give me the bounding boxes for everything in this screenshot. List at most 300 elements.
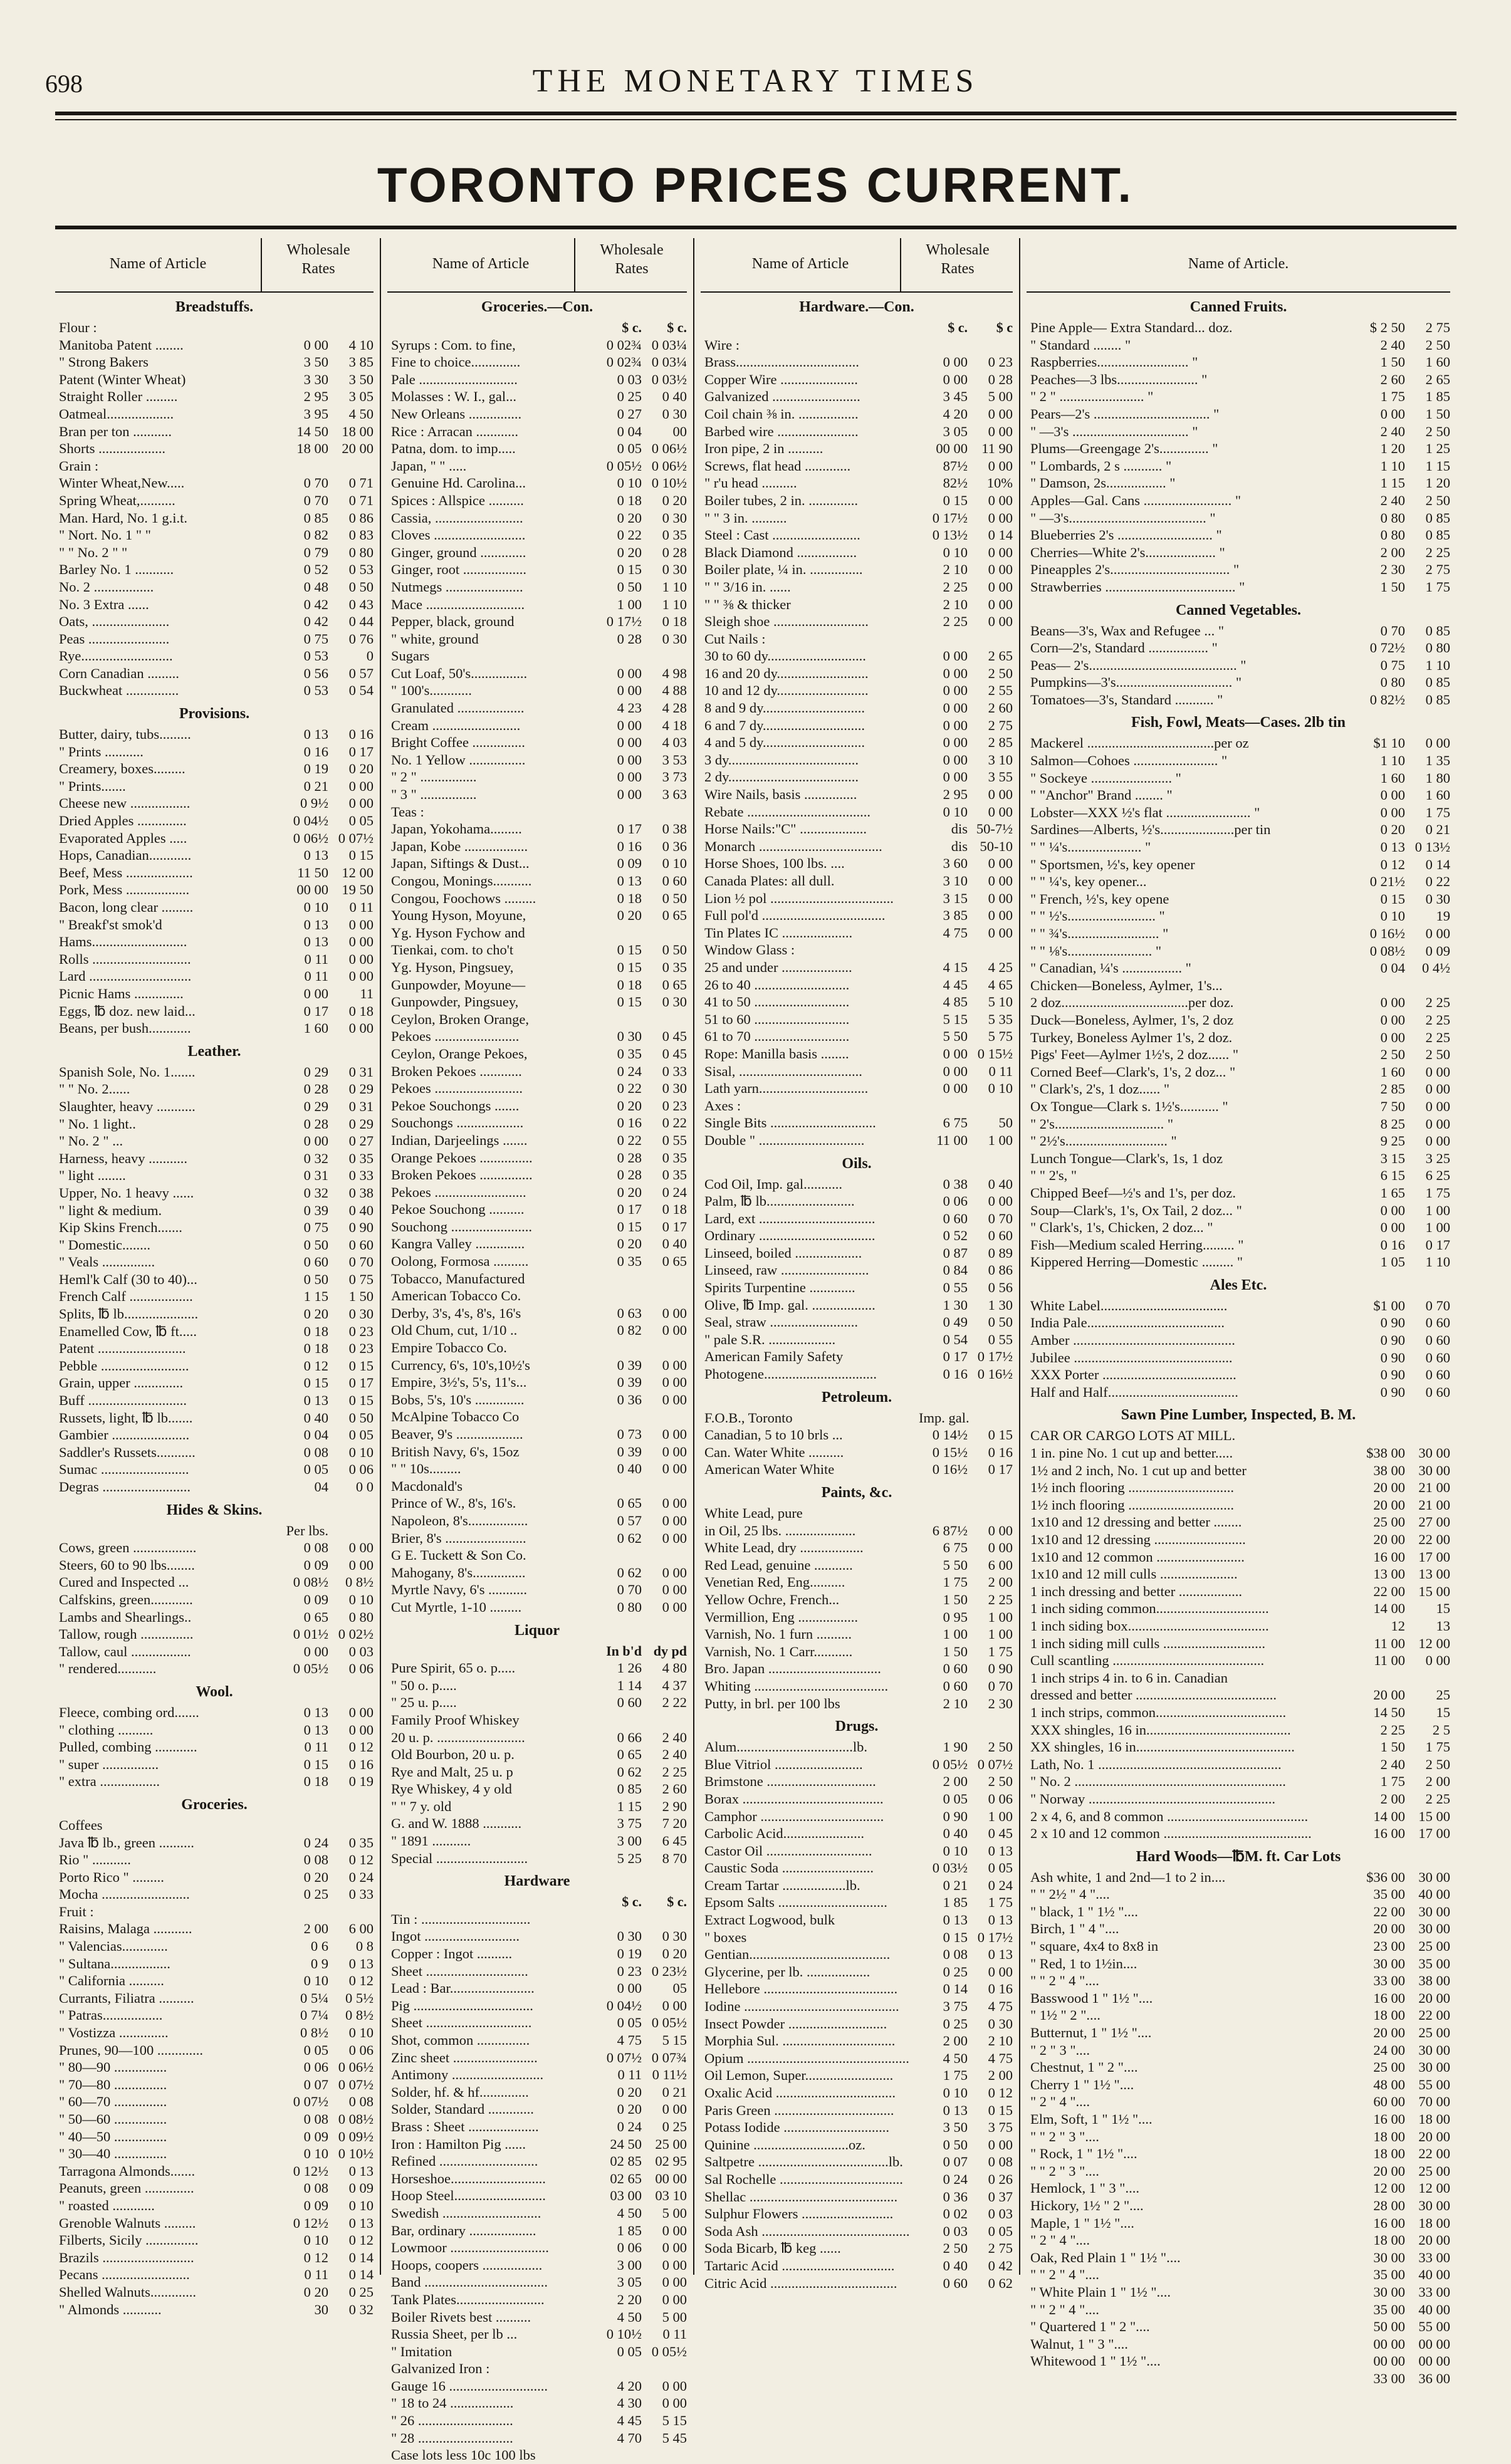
price-row: [387, 1581, 687, 1599]
rate-high: 3 50: [348, 371, 374, 387]
rate-low: 0 9: [310, 1955, 328, 1971]
rate-low: 0 19: [617, 1946, 642, 1962]
rate-high: 0 71: [348, 492, 374, 508]
rate-high: 0 16½: [977, 1366, 1013, 1382]
rate-low: 0 00: [617, 682, 642, 699]
rate-low: $1 00: [1373, 1297, 1405, 1313]
rate-high: 5 10: [988, 994, 1013, 1010]
price-row: [701, 1193, 1013, 1210]
rate-high: 0 38: [348, 1184, 374, 1201]
article-name: Rye Whiskey, 4 y old: [391, 1781, 512, 1797]
price-row: [387, 734, 687, 751]
price-row: [701, 1132, 1013, 1149]
rate-high: 0 10: [348, 2025, 374, 2041]
rate-high: 55 00: [1418, 2076, 1450, 2092]
article-name: 2 doz....................................per doz.: [1030, 994, 1234, 1011]
price-row: [1027, 1938, 1450, 1955]
rate-low: 0 39: [617, 1443, 642, 1459]
article-name: Ceylon, Broken Orange,: [391, 1011, 529, 1027]
rate-high: 0 17: [1425, 1236, 1450, 1253]
price-row: [55, 1609, 374, 1626]
price-row: [701, 613, 1013, 630]
rate-high: 0 65: [662, 1253, 687, 1270]
price-row: [387, 1659, 687, 1677]
rate-low: 16 00: [1373, 2111, 1405, 2127]
price-row: [1027, 1721, 1450, 1739]
rate-high: 0 15: [988, 1427, 1013, 1443]
article-name: " Patras.................: [59, 2007, 163, 2023]
rate-low: 0 85: [303, 509, 328, 526]
rate-high: 15 00: [1418, 1808, 1450, 1824]
article-name: Tienkai, com. to cho't: [391, 942, 514, 958]
article-name: Java ℔ lb., green ..........: [59, 1834, 194, 1851]
article-name: Half and Half.....................................: [1030, 1384, 1238, 1400]
rate-high: 2 25: [1425, 1790, 1450, 1807]
article-name: 20 u. p. .........................: [391, 1729, 525, 1745]
rate-low: 0 20: [303, 1306, 328, 1322]
article-name: Lambs and Shearlings..: [59, 1609, 192, 1625]
price-row: [701, 1911, 1013, 1929]
rate-low: 0 10½: [606, 2326, 642, 2342]
rate-low: 1 10: [1380, 457, 1405, 474]
rate-high: 22 00: [1418, 2007, 1450, 2023]
article-name: " pale S.R. ...................: [704, 1331, 836, 1347]
rate-low: 0 53: [303, 648, 328, 664]
rate-low: 1 85: [617, 2222, 642, 2238]
price-row: [701, 2171, 1013, 2188]
rate-low: 0 04: [303, 1427, 328, 1443]
rate-high: 0 85: [1425, 691, 1450, 707]
rate-low: 2 40: [1380, 423, 1405, 439]
price-row: [55, 1236, 374, 1254]
article-name: Raspberries.......................... ": [1030, 354, 1198, 370]
price-row: [387, 682, 687, 699]
rate-high: 1 75: [1425, 1739, 1450, 1755]
rate-high: 1 80: [1425, 770, 1450, 786]
price-row: [55, 1955, 374, 1973]
rate-high: 5 00: [662, 2309, 687, 2325]
price-row: [701, 423, 1013, 441]
rate-low: 0 90: [943, 1808, 968, 1824]
rate-high: 0 31: [348, 1098, 374, 1114]
rate-high: 0: [366, 648, 374, 664]
article-name: Linseed, raw .........................: [704, 1262, 869, 1278]
rate-high: 0 18: [348, 1003, 374, 1019]
rate-low: 0 6: [310, 1938, 328, 1955]
rate-low: 35 00: [1373, 2301, 1405, 2317]
rate-low: 1 60: [303, 1020, 328, 1036]
rate-high: 0 26: [988, 2171, 1013, 2187]
article-name: Pebble .........................: [59, 1357, 189, 1374]
price-row: [1027, 1462, 1450, 1480]
article-name: Iron pipe, 2 in ..........: [704, 441, 823, 457]
price-row: [387, 1815, 687, 1832]
rate-high: 0 53: [348, 561, 374, 578]
price-row: [701, 665, 1013, 682]
rate-high: 0 15½: [977, 1045, 1013, 1062]
rate-low: 0 17: [617, 821, 642, 837]
price-row: [701, 509, 1013, 527]
rate-high: 0 08½: [338, 2111, 374, 2127]
article-name: Amber ..............................................: [1030, 1332, 1235, 1349]
article-name: " " No. 2......: [59, 1081, 130, 1097]
rate-high: 0 14: [988, 527, 1013, 543]
rate-low: 0 39: [617, 1374, 642, 1391]
price-row: [387, 2187, 687, 2205]
rate-low: 0 24: [303, 1834, 328, 1851]
article-name: Swedish ............................: [391, 2205, 541, 2221]
sub-heading: Galvanized Iron :: [391, 2361, 490, 2377]
price-row: [1027, 1617, 1450, 1635]
price-row: [387, 1201, 687, 1218]
section-heading: Groceries.—Con.: [481, 299, 593, 315]
rate-high: 0 00: [348, 1557, 374, 1573]
rate-low: 0 02¾: [606, 354, 642, 370]
rate-high: 0 13: [348, 2215, 374, 2231]
rate-high: 0 55: [988, 1331, 1013, 1347]
price-row: [701, 803, 1013, 821]
article-name: Wire :: [704, 337, 740, 353]
rate-low: 0 07½: [606, 2049, 642, 2065]
article-name: 1x10 and 12 dressing ..........................: [1030, 1532, 1246, 1547]
rate-low: 0 30: [617, 1028, 642, 1045]
price-row: [701, 941, 1013, 959]
rate-low: 0 00: [943, 682, 968, 699]
price-row: [387, 1028, 687, 1045]
price-row: [1027, 1297, 1450, 1315]
section-heading: Petroleum.: [821, 1389, 892, 1406]
price-row: [387, 924, 687, 942]
rate-low: 48 00: [1373, 2076, 1405, 2092]
article-name: Carbolic Acid.......................: [704, 1825, 864, 1842]
column-header: [55, 238, 374, 293]
rate-high: 0 35: [662, 1149, 687, 1166]
price-row: [387, 1798, 687, 1815]
price-row: [387, 2153, 687, 2170]
price-row: [55, 1444, 374, 1461]
rate-low: 1 15: [303, 1288, 328, 1305]
price-row: [387, 1184, 687, 1201]
rate-high: 0 31: [348, 1063, 374, 1080]
price-row: [701, 820, 1013, 838]
rate-high: 2 50: [988, 1739, 1013, 1755]
price-row: [387, 1270, 687, 1288]
rate-low: 00 00: [296, 882, 328, 898]
article-name: Peaches—3 lbs....................... ": [1030, 371, 1208, 387]
price-row: [701, 682, 1013, 699]
rate-high: 50: [998, 1115, 1013, 1131]
price-row: [387, 1391, 687, 1409]
rate-high: 1 75: [1425, 1184, 1450, 1201]
rate-high: 1 10: [1425, 1254, 1450, 1270]
article-name: Maple, 1 " 1½ "....: [1030, 2215, 1134, 2231]
price-row: [701, 1279, 1013, 1297]
rate-low: 0 53: [303, 682, 328, 699]
price-row: [701, 786, 1013, 803]
rate-high: 0 25: [662, 2118, 687, 2134]
rate-high: 1 30: [988, 1297, 1013, 1313]
rate-high: 21 00: [1418, 1480, 1450, 1496]
article-name: Saltpetre .....................................lb.: [704, 2154, 903, 2170]
rate-low: 0 18: [303, 1773, 328, 1790]
rate-low: 0 75: [303, 1219, 328, 1236]
rate-high: 4 03: [662, 734, 687, 751]
article-name: Myrtle Navy, 6's ...........: [391, 1582, 527, 1598]
rate-high: 1 00: [988, 1626, 1013, 1642]
article-name: Tallow, rough ...............: [59, 1626, 194, 1642]
rate-low: 1 20: [1380, 441, 1405, 457]
rate-low: 4 30: [617, 2395, 642, 2411]
rate-high: 00 00: [1418, 2336, 1450, 2352]
price-row: [701, 1929, 1013, 1946]
rate-low: 0 16½: [932, 1461, 968, 1478]
price-row: [55, 405, 374, 423]
rate-high: 5 00: [988, 389, 1013, 405]
rate-low: 0 10: [303, 1973, 328, 1989]
rate-high: 25 00: [1418, 1938, 1450, 1955]
price-row: [1027, 2024, 1450, 2042]
rate-high: 0 00: [662, 2222, 687, 2238]
price-row: [55, 1461, 374, 1478]
article-name: Window Glass :: [704, 942, 795, 958]
rate-low: 3 15: [1380, 1150, 1405, 1166]
rate-high: 0 05: [988, 2223, 1013, 2239]
rate-high: 0 00: [348, 1020, 374, 1036]
price-row: [701, 647, 1013, 665]
rate-low: 0 39: [303, 1202, 328, 1218]
price-row: [701, 492, 1013, 509]
rate-high: 2 50: [988, 665, 1013, 681]
rate-low: 00 00: [1373, 2336, 1405, 2352]
rate-high: 1 75: [1425, 804, 1450, 820]
rate-high: 1 35: [1425, 753, 1450, 769]
article-name: Camphor ...................................: [704, 1808, 884, 1824]
rate-high: 33 00: [1418, 2249, 1450, 2265]
price-row: [387, 1832, 687, 1850]
price-row: [1027, 838, 1450, 856]
article-name: Genuine Hd. Carolina...: [391, 475, 526, 491]
article-name: Syrups : Com. to fine,: [391, 337, 516, 353]
rate-low: 0 70: [303, 475, 328, 491]
article-name: Saddler's Russets...........: [59, 1444, 196, 1460]
article-name: Hoops, coopers .................: [391, 2257, 543, 2273]
rate-high: 0 90: [348, 1219, 374, 1236]
article-name: Pekoe Souchongs .......: [391, 1097, 520, 1114]
rate-low: 33 00: [1373, 1973, 1405, 1989]
rate-low: 0 15: [943, 492, 968, 508]
price-row: [701, 2032, 1013, 2050]
rate-high: 0 70: [1425, 1297, 1450, 1313]
article-name: 1 inch strips, common.....................................: [1030, 1704, 1287, 1720]
rate-high: 0 00: [1425, 1098, 1450, 1114]
rate-low: 0 25: [617, 389, 642, 405]
article-name: " No. 2 " ...: [59, 1133, 123, 1149]
price-row: [701, 1114, 1013, 1132]
price-row: [387, 2257, 687, 2274]
rate-low: 4 15: [943, 959, 968, 975]
rate-high: 0 00: [662, 1997, 687, 2013]
rate-low: 0 00: [303, 985, 328, 1001]
rate-low: 0 06: [303, 2059, 328, 2075]
rate-low: 16 00: [1373, 2215, 1405, 2231]
rate-low: 0 00: [943, 700, 968, 716]
price-row: [55, 1626, 374, 1643]
rate-low: 0 12: [303, 1357, 328, 1374]
rate-high: 0 12: [348, 1973, 374, 1989]
price-row: [1027, 1132, 1450, 1150]
rate-low: 0 20: [617, 907, 642, 924]
article-name: Ordinary .................................: [704, 1228, 876, 1244]
column-body: [1027, 298, 1450, 2388]
rate-low: 0 63: [617, 1305, 642, 1321]
article-name: Corned Beef—Clark's, 1's, 2 doz... ": [1030, 1063, 1236, 1080]
rate-low: 1 60: [1380, 770, 1405, 786]
price-row: [1027, 1349, 1450, 1367]
rate-low: 4 70: [617, 2430, 642, 2446]
rate-low: 0 13: [943, 2102, 968, 2118]
rate-high: 0 17½: [977, 1929, 1013, 1945]
price-row: [55, 743, 374, 761]
rate-low: 0 87: [943, 1245, 968, 1261]
rate-high: 13: [1436, 1617, 1450, 1634]
rate-low: 20 00: [1373, 1687, 1405, 1703]
article-name: Gunpowder, Pingsuey,: [391, 994, 519, 1010]
price-row: [387, 1530, 687, 1547]
article-name: 6 and 7 dy.............................: [704, 717, 865, 733]
article-name: Pure Spirit, 65 o. p.....: [391, 1660, 516, 1676]
price-row: [387, 1599, 687, 1616]
rate-low: 0 08: [303, 1540, 328, 1556]
rate-low: 0 00: [617, 734, 642, 751]
rate-high: 11: [360, 985, 374, 1001]
rate-low: dis: [951, 838, 968, 854]
article-name: Steel : Cast .........................: [704, 527, 860, 543]
sub-heading: Flour :: [59, 320, 97, 335]
rate-low: 0 39: [617, 1357, 642, 1373]
rate-high: 4 65: [988, 976, 1013, 993]
rate-low: 0 11: [304, 1739, 328, 1755]
price-row: [387, 1980, 687, 1997]
rate-low: 02 85: [610, 2153, 642, 2169]
rate-low: Per lbs.: [286, 1522, 328, 1538]
rate-high: 0 45: [662, 1045, 687, 1062]
article-name: Old Bourbon, 20 u. p.: [391, 1746, 515, 1763]
rate-high: 0 23½: [651, 1963, 687, 1979]
rate-low: 0 15: [943, 1929, 968, 1945]
article-name: Red Lead, genuine ...........: [704, 1557, 853, 1573]
rate-high: 0 16: [348, 726, 374, 743]
rate-low: 33 00: [1373, 2370, 1405, 2386]
rate-low: 0 24: [943, 2171, 968, 2187]
article-name: Macdonald's: [391, 1478, 463, 1494]
article-name: Epsom Salts ...............................: [704, 1894, 887, 1911]
rate-high: 40 00: [1418, 2301, 1450, 2317]
rate-high: 8 70: [662, 1850, 687, 1866]
rate-low: 0 00: [943, 751, 968, 768]
price-column-4: [1020, 238, 1456, 2386]
rate-low: 11 00: [1374, 1635, 1405, 1651]
rate-low: 0 12½: [293, 2215, 328, 2231]
rate-low: 0 52: [943, 1228, 968, 1244]
price-row: [1027, 1115, 1450, 1133]
article-name: Fleece, combing ord.......: [59, 1704, 199, 1720]
article-name: Yg. Hyson Fychow and: [391, 924, 525, 941]
rate-high: 0 00: [348, 795, 374, 812]
rate-high: 2 40: [662, 1729, 687, 1745]
article-name: Turkey, Boneless Aylmer 1's, 2 doz.: [1030, 1029, 1233, 1045]
rate-high: 0 50: [348, 1409, 374, 1426]
price-row: [1027, 1704, 1450, 1721]
rate-high: 1 15: [1425, 457, 1450, 474]
article-name: " 50—60 ...............: [59, 2111, 167, 2127]
rate-low: 0 10: [303, 899, 328, 915]
price-row: [1027, 786, 1450, 804]
article-name: " "Anchor" Brand ........ ": [1030, 787, 1173, 803]
article-name: Hellebore ......................................: [704, 1981, 898, 1997]
rate-high: 00 00: [655, 2170, 687, 2186]
rate-high: 20 00: [1418, 2128, 1450, 2144]
article-name: Tallow, caul .................: [59, 1643, 191, 1659]
rate-high: 30 00: [1418, 1869, 1450, 1885]
rate-high: 0 00: [348, 1721, 374, 1738]
column-header-name: Name of Article.: [1188, 256, 1289, 272]
article-name: Pekoe Souchong ..........: [391, 1201, 525, 1218]
rate-low: 12 00: [1373, 2180, 1405, 2196]
rate-low: 0 54: [943, 1331, 968, 1347]
rate-low: 1 60: [1380, 1063, 1405, 1080]
rate-low: 0 05½: [293, 1661, 328, 1677]
rate-low: 0 20: [617, 1184, 642, 1200]
price-row: [387, 1694, 687, 1711]
price-row: [387, 1426, 687, 1443]
rate-low: 0 29: [303, 1063, 328, 1080]
price-row: [1027, 1219, 1450, 1236]
price-row: [55, 1574, 374, 1591]
rate-low: 4 45: [617, 2413, 642, 2429]
rate-high: 2 30: [988, 1695, 1013, 1711]
article-name: Butternut, 1 " 1½ "....: [1030, 2025, 1152, 2041]
rate-low: 0 00: [1380, 1202, 1405, 1218]
price-row: [701, 1365, 1013, 1383]
article-name: Hams...........................: [59, 934, 187, 950]
rate-low: 0 08½: [1369, 942, 1405, 959]
rate-low: 11 50: [297, 864, 328, 880]
rate-low: 28 00: [1373, 2197, 1405, 2213]
price-row: [387, 786, 687, 803]
rate-low: 2 00: [943, 1773, 968, 1790]
rate-high: 0 32: [348, 2301, 374, 2317]
article-name: Whitewood 1 " 1½ "....: [1030, 2353, 1161, 2369]
article-name: " " 3/16 in. ......: [704, 578, 791, 595]
rate-low: 16 00: [1373, 1548, 1405, 1565]
article-name: Cherry 1 " 1½ "....: [1030, 2076, 1134, 2092]
price-row: [387, 1443, 687, 1461]
rate-high: 0 14: [1425, 856, 1450, 872]
price-row: [55, 881, 374, 899]
article-name: Mackerel ....................................per oz: [1030, 735, 1249, 751]
rate-high: 0 24: [988, 1877, 1013, 1893]
price-row: [701, 388, 1013, 405]
rate-high: 0 60: [348, 1236, 374, 1253]
article-name: Castor Oil ..............................: [704, 1842, 872, 1859]
article-name: Young Hyson, Moyune,: [391, 907, 526, 924]
price-row: [1027, 1080, 1450, 1098]
rate-low: 0 00: [1380, 787, 1405, 803]
rate-high: 0 00: [662, 1305, 687, 1321]
rate-low: 0 65: [303, 1609, 328, 1625]
article-name: " " ¼'s..................... ": [1030, 839, 1151, 855]
article-name: Chicken—Boneless, Aylmer, 1's...: [1030, 977, 1223, 993]
